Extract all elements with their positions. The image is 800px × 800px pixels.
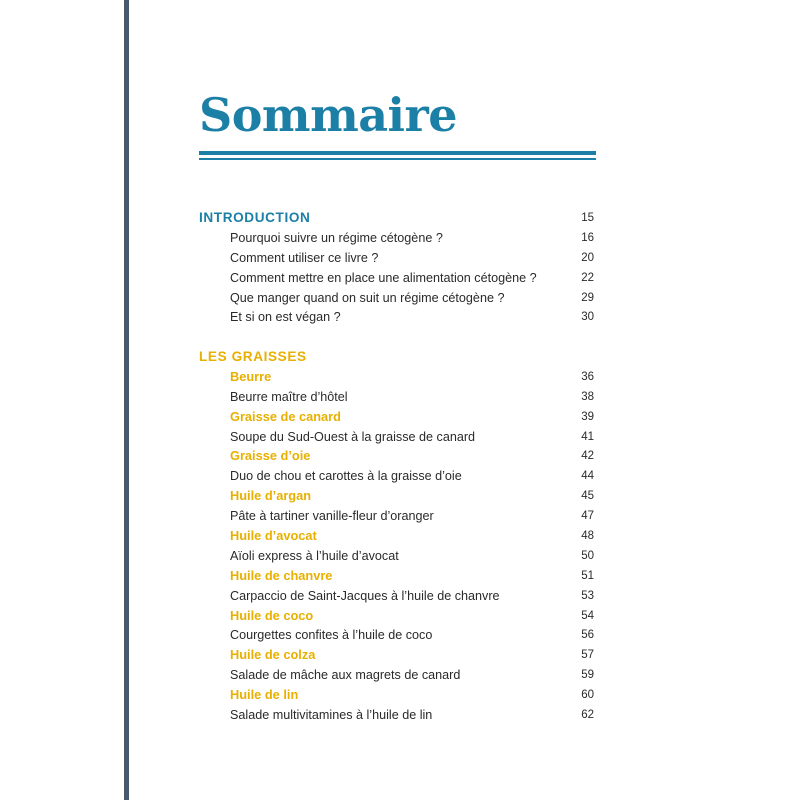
item-label: Comment utiliser ce livre ? — [230, 250, 379, 265]
book-spine-edge — [124, 0, 129, 800]
page-number: 30 — [581, 311, 594, 324]
toc-subheading — [199, 367, 596, 387]
toc-subheading — [199, 486, 596, 506]
item-label: Courgettes confites à l’huile de coco — [230, 628, 433, 643]
item-label: Pâte à tartiner vanille-fleur d’oranger — [230, 509, 434, 524]
page-number: 51 — [581, 569, 594, 582]
section-spacer — [199, 327, 596, 347]
subheading-label: Graisse d’oie — [230, 448, 311, 464]
item-label: Duo de chou et carottes à la graisse d’oie — [230, 469, 462, 484]
toc-section-les-graisses — [199, 347, 596, 367]
toc-item — [199, 288, 596, 308]
section-title: INTRODUCTION — [199, 210, 311, 225]
toc-item — [199, 427, 596, 447]
page-number: 56 — [581, 629, 594, 642]
toc-section-introduction — [199, 208, 596, 228]
page-number: 15 — [581, 212, 594, 224]
page-number: 48 — [581, 529, 594, 542]
page-number: 60 — [581, 689, 594, 702]
item-label: Comment mettre en place une alimentation cétogène ? — [230, 270, 537, 285]
page-number: 36 — [581, 370, 594, 383]
toc-item — [199, 625, 596, 645]
page-number: 59 — [581, 669, 594, 682]
page-number: 53 — [581, 589, 594, 602]
toc-item — [199, 248, 596, 268]
toc-item — [199, 546, 596, 566]
subheading-label: Huile de colza — [230, 647, 316, 663]
subheading-label: Huile de chanvre — [230, 567, 333, 583]
section-title: LES GRAISSES — [199, 348, 307, 364]
toc-item — [199, 586, 596, 606]
page-number: 45 — [581, 490, 594, 503]
page-number: 50 — [581, 549, 594, 562]
toc-item — [199, 665, 596, 685]
item-label: Et si on est végan ? — [230, 310, 341, 325]
toc-item — [199, 705, 596, 725]
page-number: 16 — [581, 231, 594, 244]
item-label: Salade multivitamines à l’huile de lin — [230, 707, 433, 722]
title-rule-thin — [199, 158, 596, 160]
toc-item — [199, 506, 596, 526]
toc-subheading — [199, 685, 596, 705]
subheading-label: Huile de lin — [230, 687, 299, 703]
page-title: Sommaire — [199, 88, 458, 142]
subheading-label: Beurre — [230, 368, 272, 384]
toc-subheading — [199, 645, 596, 665]
page-number: 54 — [581, 609, 594, 622]
subheading-label: Huile d’avocat — [230, 527, 317, 543]
toc-item — [199, 466, 596, 486]
page-number: 22 — [581, 271, 594, 284]
toc-item — [199, 387, 596, 407]
table-of-contents — [199, 208, 596, 725]
item-label: Pourquoi suivre un régime cétogène ? — [230, 230, 443, 245]
item-label: Soupe du Sud-Ouest à la graisse de canard — [230, 429, 476, 444]
toc-item — [199, 268, 596, 288]
page-number: 39 — [581, 410, 594, 423]
toc-subheading — [199, 526, 596, 546]
subheading-label: Huile d’argan — [230, 488, 312, 504]
toc-subheading — [199, 606, 596, 626]
page-number: 44 — [581, 470, 594, 483]
page-number: 38 — [581, 390, 594, 403]
toc-item — [199, 228, 596, 248]
page-number: 57 — [581, 649, 594, 662]
toc-subheading — [199, 566, 596, 586]
item-label: Salade de mâche aux magrets de canard — [230, 668, 461, 683]
toc-subheading — [199, 446, 596, 466]
subheading-label: Huile de coco — [230, 607, 314, 623]
page-number: 42 — [581, 450, 594, 463]
item-label: Carpaccio de Saint-Jacques à l’huile de chanvre — [230, 588, 500, 603]
item-label: Que manger quand on suit un régime cétogène ? — [230, 290, 505, 305]
page-number: 62 — [581, 708, 594, 721]
subheading-label: Graisse de canard — [230, 408, 341, 424]
page-number: 47 — [581, 510, 594, 523]
title-rule-thick — [199, 151, 596, 155]
toc-subheading — [199, 407, 596, 427]
page-number: 29 — [581, 291, 594, 304]
item-label: Aïoli express à l’huile d’avocat — [230, 548, 399, 563]
page-number: 20 — [581, 251, 594, 264]
toc-item — [199, 307, 596, 327]
item-label: Beurre maître d’hôtel — [230, 389, 348, 404]
page-number: 41 — [581, 430, 594, 443]
